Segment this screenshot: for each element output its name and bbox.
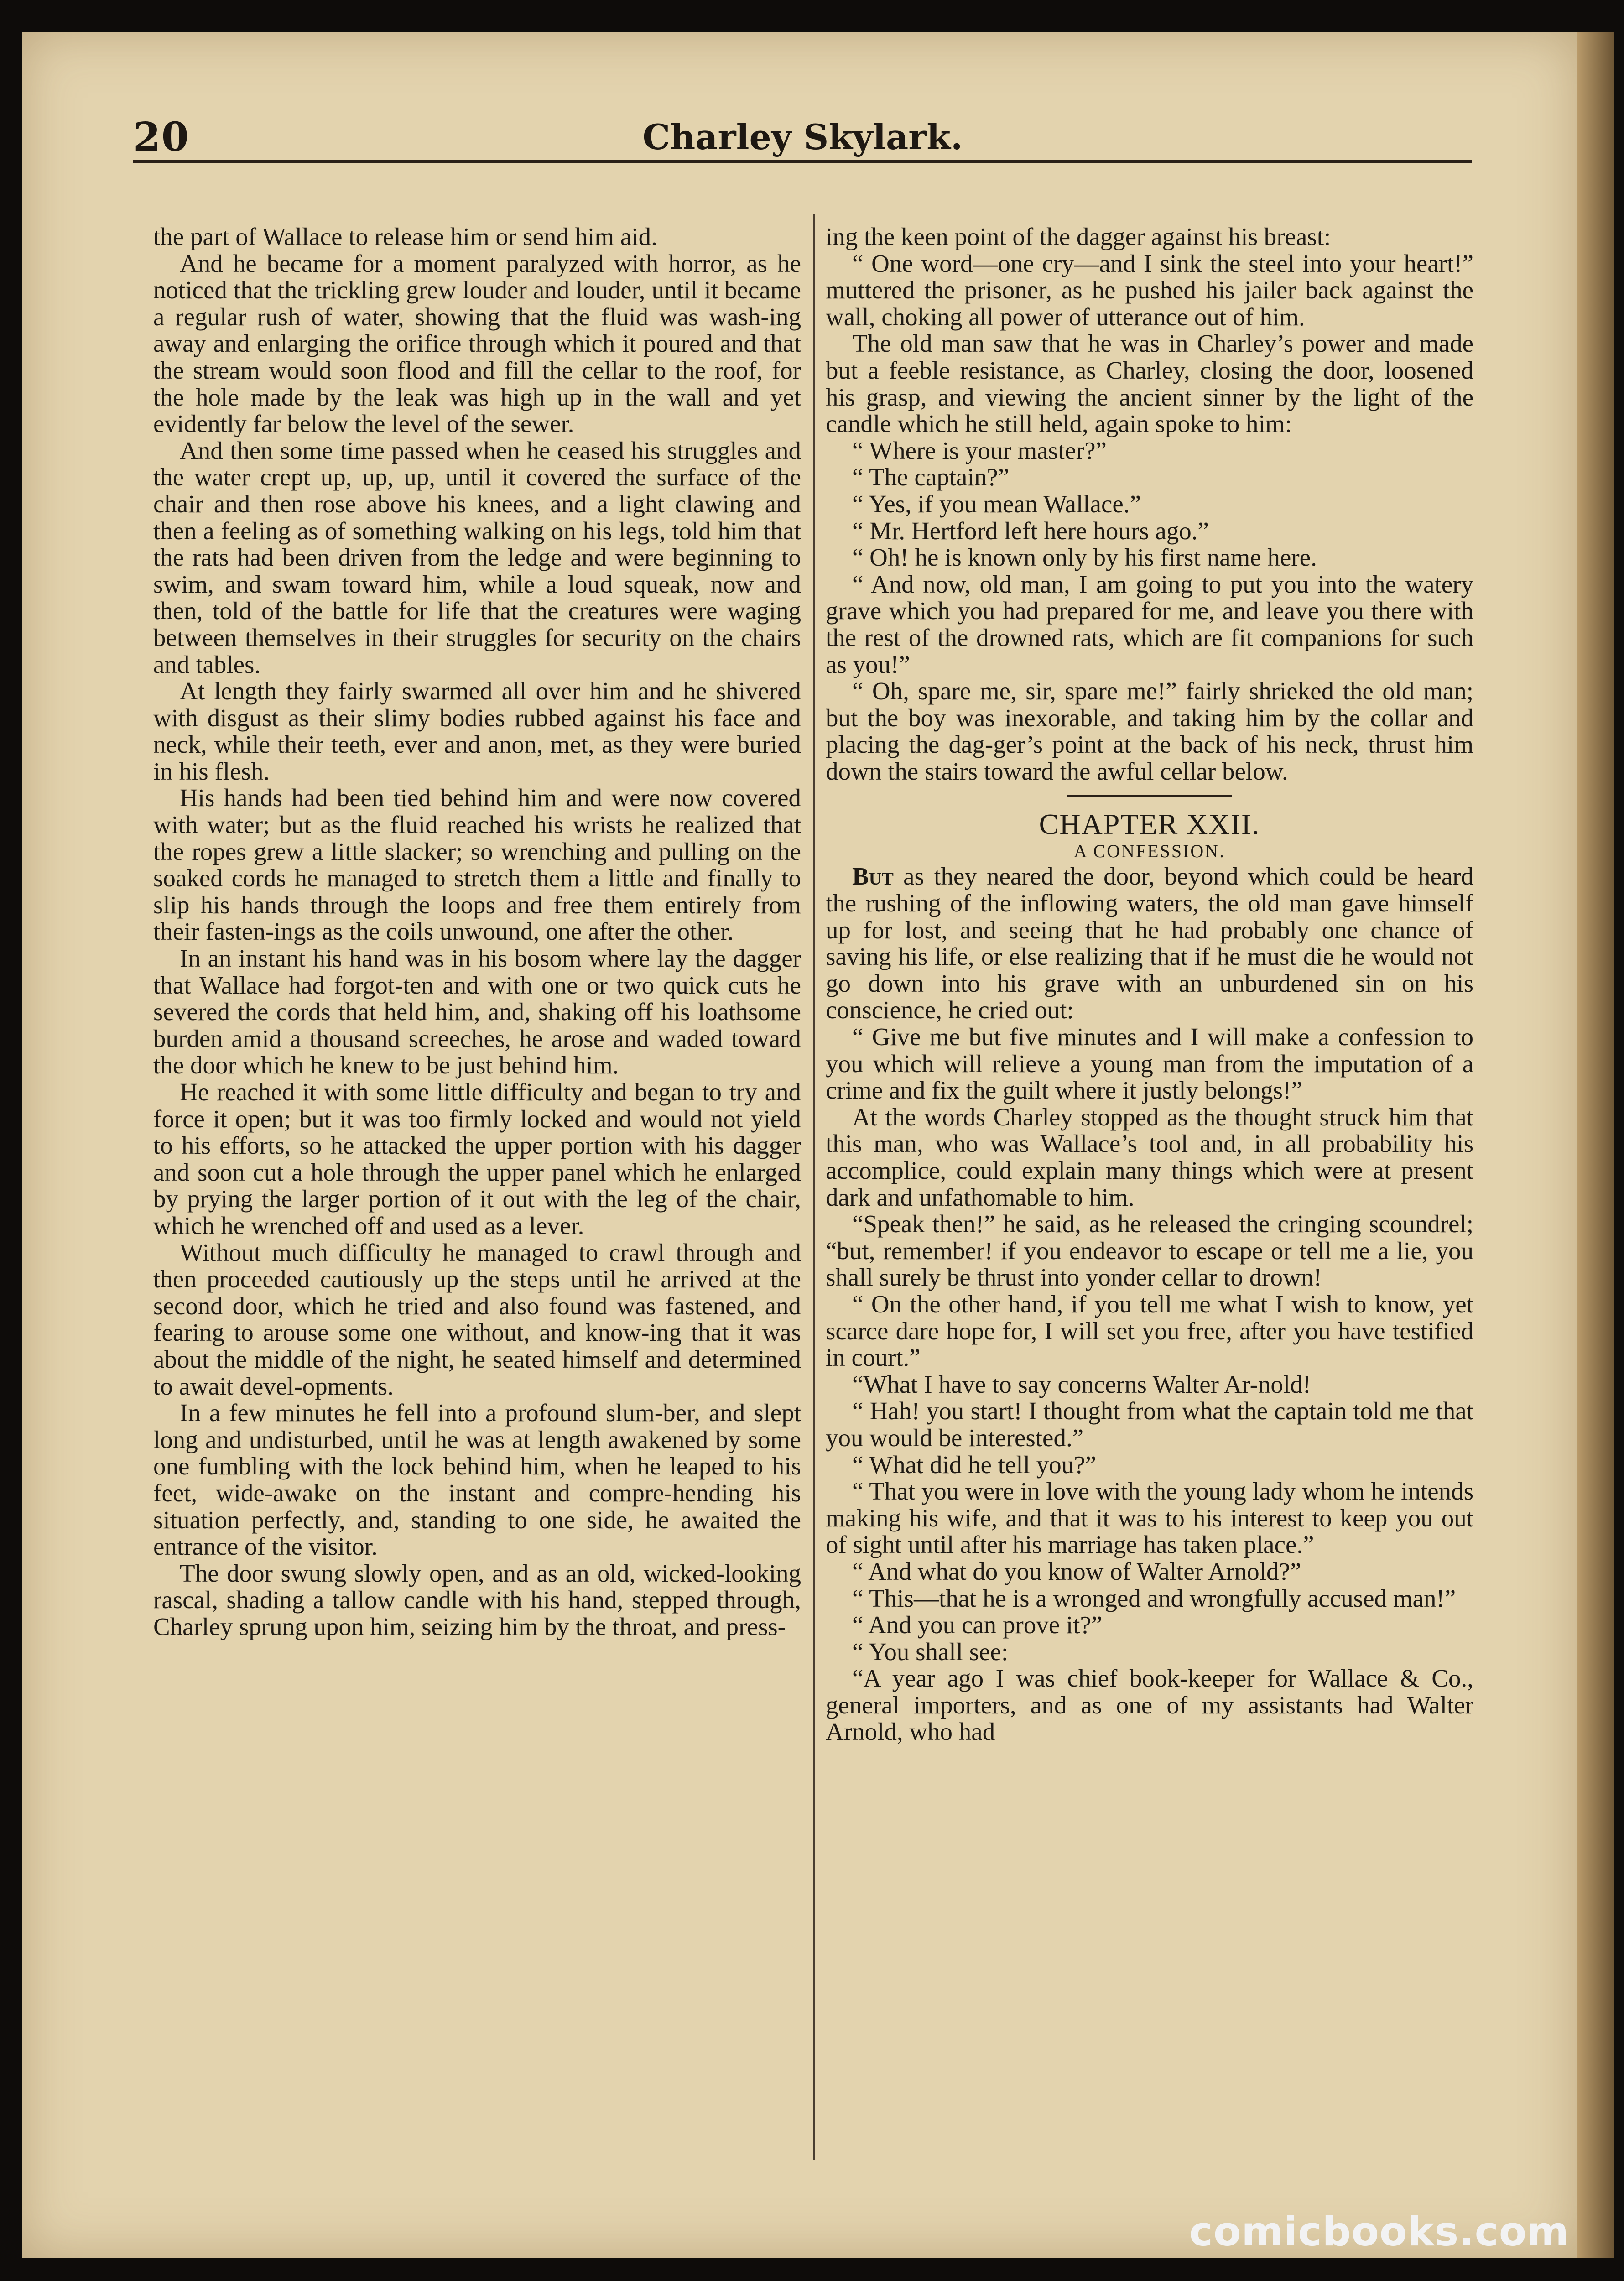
paragraph: The door swung slowly open, and as an old, wicked-looking rascal, shading a tallow candle with his hand, stepped through, Charley sprung upon him, seizing him by the throat, and press- (153, 1559, 801, 1640)
paragraph: “ The captain?” (852, 463, 1010, 491)
paragraph: At the words Charley stopped as the thought struck him that this man, who was Wallace’s tool and, in all probability his accomplice, could explain many things which were at present dark and unfathomable to him. (826, 1103, 1473, 1211)
paragraph: “Speak then!” he said, as he released the cringing scoundrel; “but, remember! if you endeavor to escape or tell me a lie, you shall surely be thrust into yonder cellar to drown! (826, 1210, 1473, 1292)
paragraph-text: as they neared the door, beyond which could be heard the rushing of the inflowing waters, the old man gave himself up for lost, and seeing that he had probably one chance of saving his life, or else realizing that if he must die he would not go down into his grave with an unburdened sin on his conscience, he cried out: (826, 862, 1473, 1024)
paragraph: In an instant his hand was in his bosom where lay the dagger that Wallace had forgot-ten and with one or two quick cuts he severed the cords that held him, and, shaking off his loathsome burden amid a thousand screeches, he arose and waded toward the door which he knew to be just behind him. (153, 944, 801, 1079)
paragraph: ing the keen point of the dagger against his breast: (826, 223, 1331, 250)
paragraph: “ This—that he is a wronged and wrongfully accused man!” (852, 1584, 1456, 1612)
paragraph: Without much difficulty he managed to crawl through and then proceeded cautiously up the steps until he arrived at the second door, which he tried and also found was fastened, and fearing to arouse some one without, and know-ing that it was about the middle of the night, he seated himself and determined to await devel-opments. (153, 1238, 801, 1400)
paragraph: “ Hah! you start! I thought from what the captain told me that you would be interested.” (826, 1397, 1473, 1452)
paragraph: “ On the other hand, if you tell me what I wish to know, yet scarce dare hope for, I will set you free, after you have testified in court.” (826, 1290, 1473, 1372)
paragraph: “ Give me but five minutes and I will make a confession to you which will relieve a young man from the imputation of a crime and fix the guilt where it justly belongs!” (826, 1023, 1473, 1104)
paragraph: In a few minutes he fell into a profound slum-ber, and slept long and undisturbed, until he was at length awakened by some one fumbling with the lock behind him, when he leaped to his feet, wide-awake on the instant and compre-hending his situation perfectly, and, standing to one side, he awaited the entrance of the visitor. (153, 1399, 801, 1561)
paragraph: “ Yes, if you mean Wallace.” (852, 490, 1141, 518)
running-title: Charley Skylark. (642, 117, 963, 157)
chapter-rule (1067, 795, 1232, 797)
paragraph: “What I have to say concerns Walter Ar-nold! (852, 1370, 1311, 1398)
paragraph: And he became for a moment paralyzed with horror, as he noticed that the trickling grew louder and louder, until it became a regular rush of water, showing that the fluid was wash-ing away and enlarging the orifice through which it poured and that the stream would soon flood and fill the cellar to the roof, for the hole made by the leak was high up in the wall and yet evidently far below the level of the sewer. (153, 249, 801, 438)
page-header (133, 91, 1472, 163)
paragraph: the part of Wallace to release him or send him aid. (153, 223, 657, 250)
page-number: 20 (133, 114, 190, 160)
column-divider (813, 214, 815, 2160)
paragraph: At length they fairly swarmed all over him and he shivered with disgust as their slimy bodies rubbed against his face and neck, while their teeth, ever and anon, met, as they were buried in his flesh. (153, 677, 801, 785)
paragraph: “ What did he tell you?” (852, 1450, 1097, 1479)
paragraph: “ Where is your master?” (852, 436, 1107, 464)
paragraph: His hands had been tied behind him and were now covered with water; but as the fluid reached his wrists he realized that the ropes grew a little slacker; so wrenching and pulling on the soaked cords he managed to stretch them a little and finally to slip his hands through the loops and free them entirely from their fasten-ings as the coils unwound, one after the other. (153, 784, 801, 946)
paragraph: “ That you were in love with the young lady whom he intends making his wife, and that it was to his interest to keep you out of sight until after his marriage has taken place.” (826, 1477, 1473, 1559)
paragraph: The old man saw that he was in Charley’s power and made but a feeble resistance, as Charley, closing the door, loosened his grasp, and viewing the ancient sinner by the light of the candle which he still held, again spoke to him: (826, 329, 1473, 438)
paragraph: “A year ago I was chief book-keeper for Wallace & Co., general importers, and as one of my assistants had Walter Arnold, who had (826, 1664, 1473, 1746)
paragraph: “ One word—one cry—and I sink the steel into your heart!” muttered the prisoner, as he pushed his jailer back against the wall, choking all power of utterance out of him. (826, 249, 1473, 331)
chapter-lead-word: But (852, 862, 894, 891)
paragraph: “ And what do you know of Walter Arnold?” (852, 1557, 1301, 1585)
paragraph: “ Mr. Hertford left here hours ago.” (852, 516, 1209, 545)
paragraph: “ You shall see: (852, 1637, 1009, 1666)
left-column (153, 224, 801, 1640)
book-spine (1577, 32, 1614, 2258)
paragraph (826, 863, 1473, 1024)
paragraph: “ Oh! he is known only by his first name here. (852, 543, 1317, 572)
paragraph: “ And you can prove it?” (852, 1611, 1103, 1639)
paragraph: And then some time passed when he ceased his struggles and the water crept up, up, up, until it covered the surface of the chair and then rose above his knees, and a light clawing and then a feeling as of something walking on his legs, told him that the rats had been driven from the ledge and were beginning to swim, and swam toward him, while a loud squeak, now and then, told of the battle for life that the creatures were waging between themselves in their struggles for security on the chairs and tables. (153, 436, 801, 678)
right-column (826, 224, 1473, 1745)
paragraph: He reached it with some little difficulty and began to try and force it open; but it was too firmly locked and would not yield to his efforts, so he attacked the upper portion with his dagger and soon cut a hole through the upper panel which he enlarged by prying the larger portion of it out with the leg of the chair, which he wrenched off and used as a lever. (153, 1078, 801, 1239)
watermark: comicbooks.com (1189, 2208, 1569, 2255)
chapter-title: CHAPTER XXII. (1039, 808, 1260, 841)
paragraph: “ And now, old man, I am going to put you into the watery grave which you had prepared for me, and leave you there with the rest of the drowned rats, which are fit companions for such as you!” (826, 570, 1473, 678)
paragraph: “ Oh, spare me, sir, spare me!” fairly shrieked the old man; but the boy was inexorable, and taking him by the collar and placing the dag-ger’s point at the back of his neck, thrust him down the stairs toward the awful cellar below. (826, 677, 1473, 785)
chapter-subtitle: A CONFESSION. (1073, 841, 1226, 862)
